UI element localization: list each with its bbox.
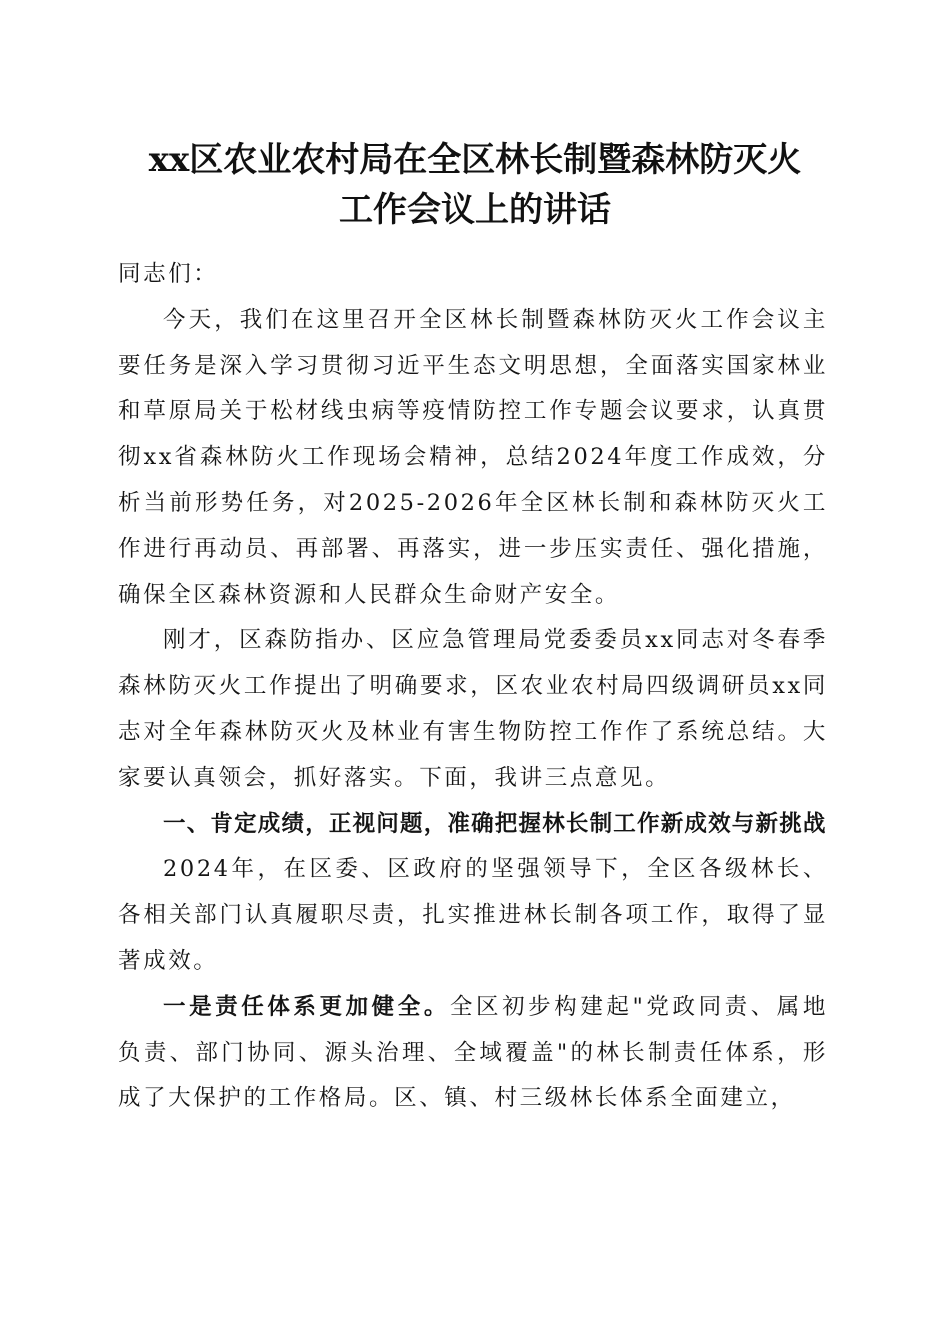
- salutation: 同志们：: [118, 261, 219, 287]
- point-1-text: 全区初步构建起"党政同责、属地负责、部门协同、源头治理、全域覆盖"的林长制责任体系，形成了大保护的工作格局。区、镇、村三级林长体系全面建立，: [118, 993, 828, 1112]
- document-title: [100, 135, 850, 235]
- section-heading-1: 一、肯定成绩，正视问题，准确把握林长制工作新成效与新挑战: [163, 810, 827, 837]
- title-line-1: xx区农业农村局在全区林长制暨森林防灭火: [148, 140, 802, 180]
- title-line-2: 工作会议上的讲话: [339, 190, 611, 230]
- paragraph-review: 刚才，区森防指办、区应急管理局党委委员xx同志对冬春季森林防灭火工作提出了明确要求，区农业农村局四级调研员xx同志对全年森林防灭火及林业有害生物防控工作作了系统总结。大家要认真领会，抓好落实。下面，我讲三点意见。: [118, 627, 828, 791]
- point-1-lead: 一是责任体系更加健全。: [163, 993, 450, 1020]
- document-body: [118, 252, 828, 1122]
- paragraph-opening: 今天，我们在这里召开全区林长制暨森林防灭火工作会议主要任务是深入学习贯彻习近平生态文明思想，全面落实国家林业和草原局关于松材线虫病等疫情防控工作专题会议要求，认真贯彻xx省森林防火工作现场会精神，总结2024年度工作成效，分析当前形势任务，对2025-2026年全区林长制和森林防灭火工作进行再动员、再部署、再落实，进一步压实责任、强化措施，确保全区森林资源和人民群众生命财产安全。: [118, 306, 828, 608]
- paragraph-point-1: [118, 985, 828, 1122]
- paragraph-achievements: 2024年，在区委、区政府的坚强领导下，全区各级林长、各相关部门认真履职尽责，扎实推进林长制各项工作，取得了显著成效。: [118, 856, 828, 974]
